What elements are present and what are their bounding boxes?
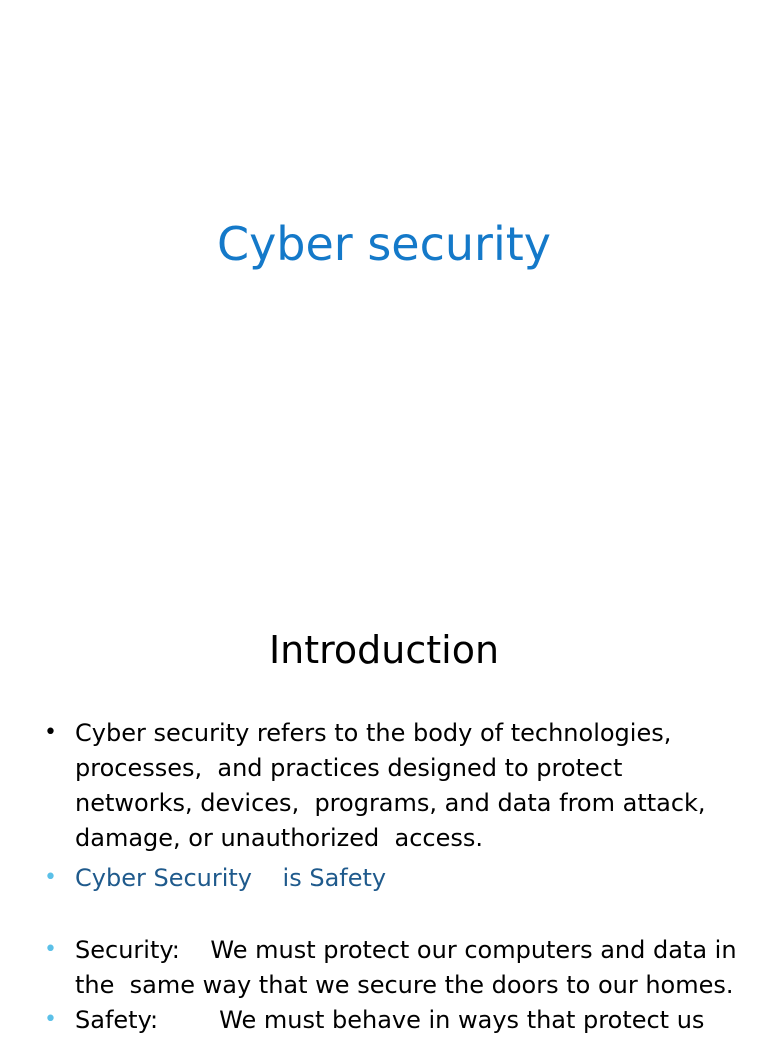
bullet-text: Cyber Security is Safety (75, 864, 387, 892)
bullet-dot-icon: • (44, 1007, 57, 1032)
bullet-dot-icon: • (44, 937, 57, 962)
bullet-text: Security: We must protect our computers and data in the same way that we secure the doors to our homes. (75, 936, 737, 999)
bullet-dot-icon: • (44, 865, 57, 890)
slide-title: Cyber security (216, 217, 552, 271)
bullet-text: Safety: We must behave in ways that protect us (75, 1006, 705, 1034)
bullet-text: Cyber security refers to the body of technologies, processes, and practices designed to protect networks, devices, programs, and data from attack, damage, or unauthorized access. (75, 719, 706, 852)
section-heading: Introduction (268, 628, 500, 672)
bullet-dot-icon: • (44, 720, 57, 745)
